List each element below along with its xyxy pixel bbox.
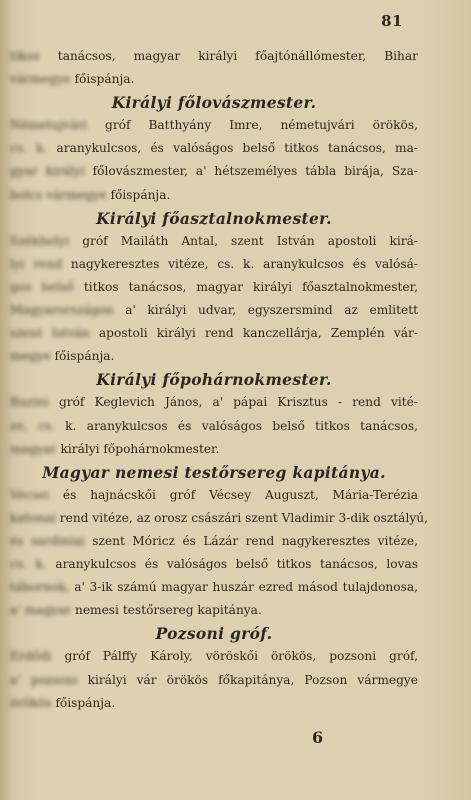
text-line (10, 599, 418, 622)
line-lead-text: lyi rend (10, 256, 63, 271)
text-line (10, 553, 418, 576)
line-text: k. aranykulcsos és valóságos belső titkos tanácsos, (54, 418, 418, 433)
page-number: 81 (381, 12, 403, 30)
text-line (10, 645, 418, 668)
line-text: szent Móricz és Lázár rend nagykeresztes vitéze, (84, 533, 418, 548)
line-lead-text: tikos (10, 49, 40, 63)
text-line (10, 160, 418, 183)
text-line (10, 114, 418, 137)
text-line (10, 415, 418, 438)
line-text: a' királyi udvar, egyszersmind az emlitett (113, 303, 418, 318)
line-text: titkos tanácsos, magyar királyi főasztalnokmester, (73, 279, 418, 294)
text-line (10, 669, 418, 692)
line-lead-text: Németujvári (10, 118, 88, 133)
line-lead-text: Székhelyi (10, 233, 70, 248)
line-lead-text: Magyarországon (10, 303, 114, 318)
line-text: főispánja. (51, 695, 116, 710)
section-heading: Pozsoni gróf. (155, 624, 273, 644)
line-text: gróf Batthyány Imre, németujvári örökös, (87, 118, 418, 133)
text-line (10, 184, 418, 207)
line-lead-text: Vécsei (10, 487, 50, 502)
line-lead-text: ze, cs. (10, 418, 55, 433)
line-text: a' 3-ik számú magyar huszár ezred másod tulajdonosa, (69, 580, 418, 595)
line-lead-text: a' magyar (10, 603, 72, 618)
line-text: királyi főpohárnokmester. (56, 441, 220, 456)
text-line (10, 45, 418, 68)
line-text: aranykulcsos, és valóságos belső titkos tanácsos, ma- (47, 141, 418, 156)
line-lead-text: cs. k. (10, 141, 48, 156)
line-lead-text: szent István (10, 326, 90, 341)
section-heading: Magyar nemesi testőrsereg kapitánya. (42, 462, 386, 482)
line-lead-text: magyar (10, 441, 57, 456)
line-lead-text: katonai (10, 510, 56, 525)
line-text: nagykeresztes vitéze, cs. k. aranykulcsos és valósá- (62, 256, 418, 271)
text-line (10, 299, 418, 322)
line-lead-text: megye (10, 349, 51, 364)
line-text: főispánja. (50, 349, 115, 364)
signature-mark: 6 (312, 728, 324, 747)
text-line (10, 230, 418, 253)
line-lead-text: tábornok, (10, 580, 70, 595)
line-text: tanácsos, magyar királyi főajtónállómester, Bihar (39, 49, 418, 63)
text-line (10, 576, 418, 599)
line-lead-text: bolcs vármegye (10, 187, 107, 202)
line-text: főlovászmester, a' hétszemélyes tábla birája, Sza- (84, 164, 418, 179)
line-lead-text: Buzini (10, 395, 49, 410)
text-line (10, 253, 418, 276)
line-lead-text: gyar királyi (10, 164, 85, 179)
text-line (10, 345, 418, 368)
text-line (10, 438, 418, 461)
section-heading: Királyi főlovászmester. (111, 93, 317, 113)
line-text: aranykulcsos és valóságos belső titkos tanácsos, lovas (46, 557, 418, 572)
text-line (10, 484, 418, 507)
line-lead-text: örökös (10, 695, 52, 710)
text-line (10, 68, 418, 91)
text-line (10, 692, 418, 715)
section-heading: Királyi főpohárnokmester. (96, 370, 332, 390)
line-text: apostoli királyi rend kanczellárja, Zemplén vár- (89, 326, 418, 341)
line-lead-text: cs. k. (10, 557, 47, 572)
line-text: gróf Mailáth Antal, szent István apostoli kirá- (69, 233, 418, 248)
line-lead-text: és sardiniai (10, 533, 85, 548)
line-lead-text: a' pozsoni (10, 672, 78, 687)
line-text: gróf Keglevich János, a' pápai Krisztus - rend vité- (48, 395, 418, 410)
line-text: főispánja. (106, 187, 171, 202)
line-text: főispánja. (70, 72, 135, 87)
text-line (10, 507, 428, 530)
line-text: nemesi testőrsereg kapitánya. (71, 603, 262, 618)
text-line (10, 276, 418, 299)
line-text: rend vitéze, az orosz császári szent Vladimir 3-dik osztályú, (55, 510, 428, 525)
page-text (10, 45, 428, 715)
line-text: és hajnácskői gróf Vécsey Auguszt, Mária-Terézia (49, 487, 418, 502)
text-line (10, 137, 418, 160)
line-lead-text: Erdődi (10, 649, 52, 664)
text-line (10, 391, 418, 414)
section-heading: Királyi főasztalnokmester. (96, 208, 332, 228)
line-lead-text: gos belső (10, 279, 74, 294)
line-lead-text: vármegye (10, 72, 71, 87)
text-line (10, 530, 418, 553)
line-text: királyi vár örökös főkapitánya, Pozson vármegye (77, 672, 419, 687)
line-text: gróf Pálffy Károly, vöröskői örökös, pozsoni gróf, (51, 649, 418, 664)
text-line (10, 322, 418, 345)
